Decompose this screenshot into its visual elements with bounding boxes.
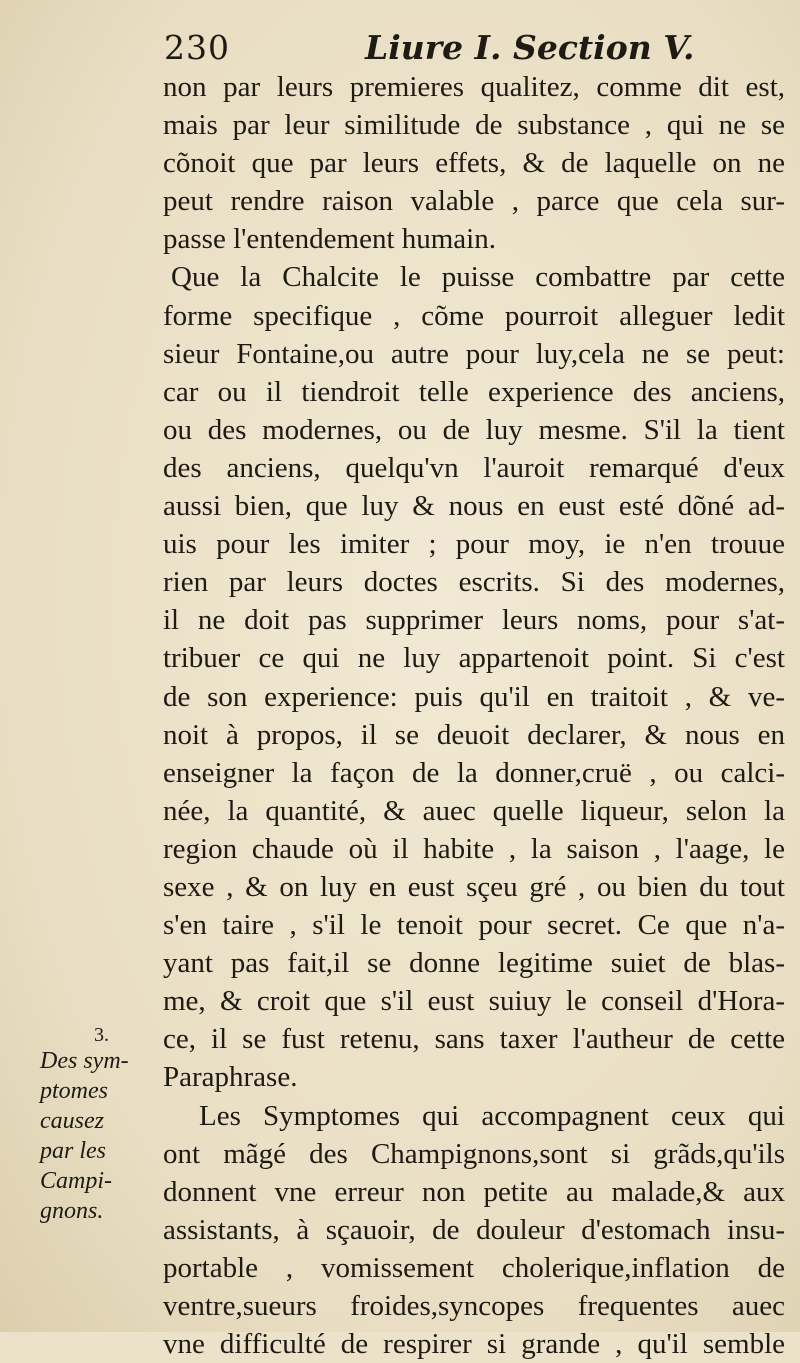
margin-note-line: ptomes bbox=[40, 1078, 108, 1104]
paragraph-1 bbox=[163, 68, 785, 258]
text-line: tribuer ce qui ne luy appartenoit point. Si c'est bbox=[163, 642, 785, 675]
page-header bbox=[160, 26, 780, 70]
margin-note-number: 3. bbox=[94, 1024, 109, 1046]
text-line: noit à propos, il se deuoit declarer, & nous en bbox=[163, 718, 785, 751]
text-line: enseigner la façon de la donner,cruë , ou calci- bbox=[163, 756, 785, 789]
margin-note-line: causez bbox=[40, 1108, 104, 1134]
text-line: née, la quantité, & auec quelle liqueur, selon la bbox=[163, 794, 785, 827]
text-line: vne difficulté de respirer si grande , qu'il semble bbox=[163, 1328, 785, 1361]
paragraph-2 bbox=[163, 258, 785, 1096]
text-line: car ou il tiendroit telle experience des anciens, bbox=[163, 375, 785, 408]
body-text bbox=[163, 68, 785, 1363]
text-line: sexe , & on luy en eust sçeu gré , ou bien du tout bbox=[163, 870, 785, 903]
running-head: Liure I. Section V. bbox=[365, 28, 695, 67]
text-line: me, & croit que s'il eust suiuy le conseil d'Hora- bbox=[163, 985, 785, 1018]
page-number: 230 bbox=[164, 28, 230, 67]
text-line: ventre,sueurs froides,syncopes frequentes auec bbox=[163, 1290, 785, 1322]
text-line: assistants, à sçauoir, de douleur d'estomach insu- bbox=[163, 1213, 785, 1246]
margin-note-line: Campi- bbox=[40, 1168, 112, 1194]
margin-note-line: gnons. bbox=[40, 1198, 104, 1224]
margin-note-line: Des sym- bbox=[40, 1048, 129, 1074]
text-line: ont mãgé des Champignons,sont si grãds,qu'ils bbox=[163, 1137, 785, 1170]
text-line: il ne doit pas supprimer leurs noms, pour s'at- bbox=[163, 604, 785, 637]
text-line: non par leurs premieres qualitez, comme dit est, bbox=[163, 71, 785, 103]
text-line: uis pour les imiter ; pour moy, ie n'en trouue bbox=[163, 528, 785, 561]
text-line: passe l'entendement humain. bbox=[163, 223, 496, 256]
text-line: portable , vomissement cholerique,inflation de bbox=[163, 1251, 785, 1284]
text-line: yant pas fait,il se donne legitime suiet de blas- bbox=[163, 947, 785, 980]
paragraph-3 bbox=[163, 1097, 785, 1363]
text-line: des anciens, quelqu'vn l'auroit remarqué d'eux bbox=[163, 451, 785, 484]
text-line: Les Symptomes qui accompagnent ceux qui bbox=[199, 1099, 785, 1132]
text-line: peut rendre raison valable , parce que cela sur- bbox=[163, 185, 785, 218]
text-line: de son experience: puis qu'il en traitoit , & ve- bbox=[163, 680, 785, 713]
text-line: Que la Chalcite le puisse combattre par cette bbox=[171, 261, 785, 294]
text-line: aussi bien, que luy & nous en eust esté dõné ad- bbox=[163, 490, 785, 523]
margin-note-line: par les bbox=[40, 1138, 106, 1164]
text-line: Paraphrase. bbox=[163, 1061, 298, 1094]
text-line: sieur Fontaine,ou autre pour luy,cela ne se peut: bbox=[163, 337, 785, 370]
text-line: mais par leur similitude de substance , qui ne se bbox=[163, 109, 785, 142]
text-line: ou des modernes, ou de luy mesme. S'il la tient bbox=[163, 413, 785, 446]
text-line: cõnoit que par leurs effets, & de laquelle on ne bbox=[163, 147, 785, 180]
text-line: s'en taire , s'il le tenoit pour secret. Ce que n'a- bbox=[163, 909, 785, 942]
text-line: forme specifique , cõme pourroit alleguer ledit bbox=[163, 299, 785, 332]
text-line: rien par leurs doctes escrits. Si des modernes, bbox=[163, 566, 785, 599]
text-line: region chaude où il habite , la saison , l'aage, le bbox=[163, 832, 785, 865]
text-line: ce, il se fust retenu, sans taxer l'autheur de cette bbox=[163, 1023, 785, 1056]
margin-note bbox=[40, 1024, 158, 1226]
text-line: donnent vne erreur non petite au malade,& aux bbox=[163, 1175, 785, 1208]
